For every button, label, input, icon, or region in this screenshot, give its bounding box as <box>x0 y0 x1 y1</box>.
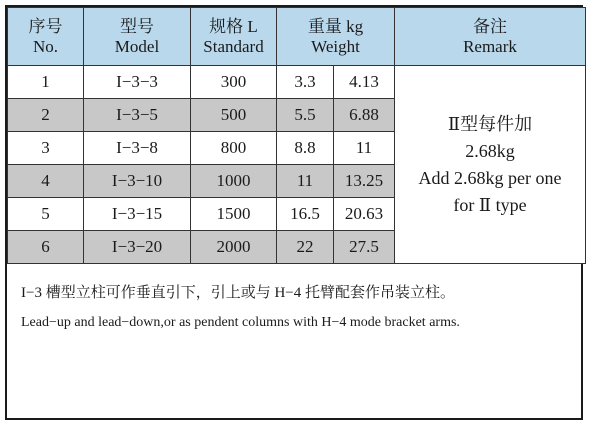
cell-weight-2: 13.25 <box>334 165 395 198</box>
cell-no: 3 <box>8 132 84 165</box>
cell-remark <box>395 66 586 264</box>
remark-line-1: Ⅱ型每件加 <box>447 113 533 134</box>
cell-no: 4 <box>8 165 84 198</box>
header-no <box>8 8 84 66</box>
header-remark <box>395 8 586 66</box>
header-no-en: No. <box>32 36 59 56</box>
cell-standard: 500 <box>191 99 277 132</box>
cell-no: 1 <box>8 66 84 99</box>
header-model-en: Model <box>114 36 160 56</box>
cell-standard: 300 <box>191 66 277 99</box>
cell-weight-1: 5.5 <box>277 99 334 132</box>
cell-weight-2: 6.88 <box>334 99 395 132</box>
table-row <box>8 66 586 99</box>
cell-weight-1: 3.3 <box>277 66 334 99</box>
cell-weight-2: 27.5 <box>334 231 395 264</box>
cell-weight-2: 11 <box>334 132 395 165</box>
cell-no: 6 <box>8 231 84 264</box>
remark-line-3: Add 2.68kg per one <box>418 167 562 188</box>
cell-no: 2 <box>8 99 84 132</box>
header-row <box>8 8 586 66</box>
remark-line-2: 2.68kg <box>465 140 515 161</box>
cell-weight-2: 4.13 <box>334 66 395 99</box>
cell-model: I−3−8 <box>84 132 191 165</box>
cell-standard: 2000 <box>191 231 277 264</box>
spec-table <box>7 7 586 264</box>
cell-model: I−3−5 <box>84 99 191 132</box>
cell-model: I−3−3 <box>84 66 191 99</box>
header-remark-en: Remark <box>463 36 517 56</box>
header-remark-cn: 备注 <box>473 16 507 36</box>
cell-weight-1: 22 <box>277 231 334 264</box>
cell-model: I−3−10 <box>84 165 191 198</box>
cell-weight-1: 16.5 <box>277 198 334 231</box>
header-standard-cn: 规格 L <box>209 16 258 36</box>
note-chinese: I−3 槽型立柱可作垂直引下，引上或与 H−4 托臂配套作吊装立柱。 <box>21 285 455 301</box>
cell-model: I−3−20 <box>84 231 191 264</box>
header-weight <box>277 8 395 66</box>
cell-weight-1: 8.8 <box>277 132 334 165</box>
cell-standard: 800 <box>191 132 277 165</box>
remark-line-4: for Ⅱ type <box>453 194 527 215</box>
cell-standard: 1500 <box>191 198 277 231</box>
header-standard <box>191 8 277 66</box>
cell-weight-2: 20.63 <box>334 198 395 231</box>
cell-weight-1: 11 <box>277 165 334 198</box>
header-model-cn: 型号 <box>120 16 154 36</box>
header-weight-cn: 重量 kg <box>307 16 364 36</box>
cell-no: 5 <box>8 198 84 231</box>
cell-model: I−3−15 <box>84 198 191 231</box>
notes-section <box>7 263 585 422</box>
header-model <box>84 8 191 66</box>
cell-standard: 1000 <box>191 165 277 198</box>
header-standard-en: Standard <box>203 36 264 56</box>
header-no-cn: 序号 <box>28 16 63 36</box>
header-weight-en: Weight <box>311 36 360 56</box>
spec-sheet-frame <box>5 5 583 420</box>
note-english: Lead−up and lead−down,or as pendent columns with H−4 mode bracket arms. <box>21 315 460 330</box>
